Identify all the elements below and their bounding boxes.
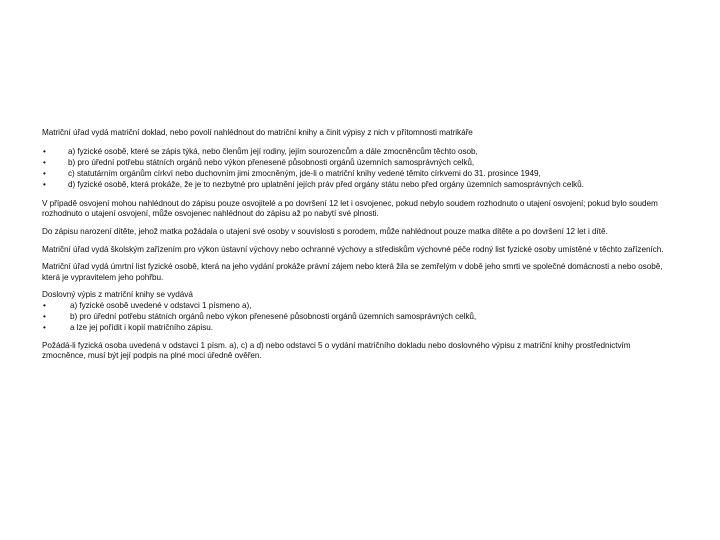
bullet-icon: • bbox=[43, 157, 46, 167]
list-item-text: a lze jej pořídit i kopií matričního zápisu. bbox=[70, 323, 213, 333]
intro-paragraph: Matriční úřad vydá matriční doklad, nebo povolí nahlédnout do matriční knihy a činit výpisy z nich v přítomnosti matrikáře bbox=[42, 128, 473, 137]
list-item bbox=[42, 301, 676, 312]
bullet-icon: • bbox=[43, 146, 46, 156]
list-item bbox=[42, 147, 676, 158]
bullet-icon: • bbox=[43, 312, 46, 322]
verbatim-extract-block bbox=[42, 290, 676, 334]
power-of-attorney-paragraph: Požádá-li fyzická osoba uvedená v odstavci 1 písm. a), c) a d) nebo odstavci 5 o vydání matričního dokladu nebo doslovného výpisu z matriční knihy prostřednictvím zmocněnce, musí být její podpis na plné moci úředně ověřen. bbox=[42, 340, 631, 361]
bullet-icon: • bbox=[43, 300, 46, 310]
entitled-persons-list bbox=[42, 147, 676, 191]
birth-secrecy-paragraph: Do zápisu narození dítěte, jehož matka požádala o utajení své osoby v souvislosti s porodem, může nahlédnout pouze matka dítěte a po dovršení 12 let i dítě. bbox=[42, 226, 608, 236]
document-body bbox=[42, 128, 676, 369]
bullet-icon: • bbox=[43, 180, 46, 190]
list-item-text: b) pro úřední potřebu státních orgánů nebo výkon přenesené působnosti orgánů územních samosprávných celků, bbox=[70, 312, 477, 322]
list-item bbox=[42, 169, 676, 180]
list-item-text: a) fyzické osobě uvedené v odstavci 1 písmeno a), bbox=[70, 300, 252, 310]
list-item bbox=[42, 312, 676, 323]
bullet-icon: • bbox=[43, 323, 46, 333]
death-certificate-paragraph: Matriční úřad vydá úmrtní list fyzické osobě, která na jeho vydání prokáže právní zájem nebo která žila se zemřelým v době jeho smrti ve společné domácnosti a nebo osobě, která je vypravitelem jeho pohřbu. bbox=[42, 262, 663, 282]
adoption-paragraph: V případě osvojení mohou nahlédnout do zápisu pouze osvojitelé a po dovršení 12 let i osvojenec, pokud nebylo soudem rozhodnuto o utajení osvojení; pokud bylo soudem rozhodnuto o utajení osvojení, může osvojenec nahlédnout do zápisu až po nabytí své plnosti. bbox=[42, 198, 658, 219]
list-item-text: c) statutárním orgánům církví nebo duchovním jimi zmocněným, jde-li o matriční knihy vedené těmito církvemi do 31. prosince 1949, bbox=[68, 168, 541, 178]
list-item-text: a) fyzické osobě, které se zápis týká, nebo členům její rodiny, jejím sourozencům a dále zmocněncům těchto osob, bbox=[68, 146, 478, 156]
verbatim-extract-title: Doslovný výpis z matriční knihy se vydává bbox=[42, 290, 193, 300]
list-item bbox=[42, 180, 676, 191]
list-item bbox=[42, 158, 676, 169]
list-item-text: b) pro úřední potřebu státních orgánů nebo výkon přenesené působnosti orgánů územních samosprávných celků, bbox=[68, 157, 475, 167]
list-item bbox=[42, 323, 676, 334]
birth-certificate-paragraph: Matriční úřad vydá školským zařízením pro výkon ústavní výchovy nebo ochranné výchovy a střediskům výchovné péče rodný list fyzické osoby umístěné v těchto zařízeních. bbox=[42, 244, 664, 254]
list-item-text: d) fyzické osobě, která prokáže, že je to nezbytné pro uplatnění jejích práv před orgány státu nebo před orgány územních samosprávných celků. bbox=[68, 180, 584, 190]
verbatim-extract-list bbox=[42, 301, 676, 334]
bullet-icon: • bbox=[43, 168, 46, 178]
